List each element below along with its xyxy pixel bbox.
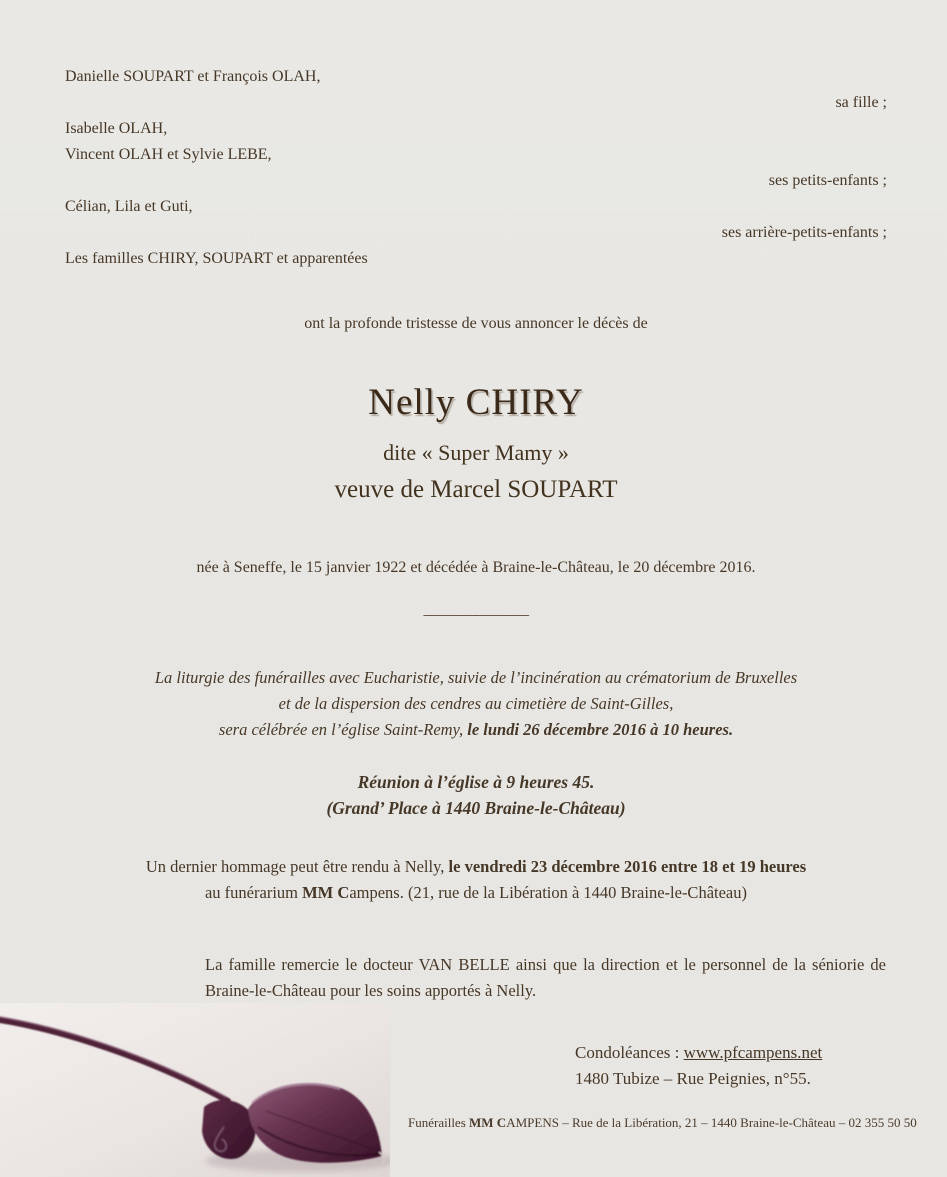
family-line: Isabelle OLAH, — [65, 120, 168, 137]
ceremony-line: La liturgie des funérailles avec Eucharistie, suivie de l’incinération au crématorium de Bruxelles — [154, 668, 798, 687]
ceremony-block — [65, 665, 887, 743]
condolences-link[interactable]: www.pfcampens.net — [683, 1043, 823, 1062]
family-block — [65, 64, 887, 272]
ceremony-date-bold: le lundi 26 décembre 2016 à 10 heures. — [467, 720, 734, 739]
condolences-label: Condoléances : — [575, 1043, 684, 1062]
footer-text: AMPENS – Rue de la Libération, 21 – 1440 Braine-le-Château – 02 355 50 50 — [506, 1115, 917, 1130]
tribute-line-text: Un dernier hommage peut être rendu à Nelly, — [145, 857, 449, 876]
family-line: Célian, Lila et Guti, — [65, 198, 193, 215]
tribute-date-bold: le vendredi 23 décembre 2016 entre 18 et 19 heures — [448, 857, 807, 876]
meeting-block — [65, 769, 887, 821]
divider-line: ______________ — [423, 601, 529, 618]
funeral-home-footer — [408, 1115, 917, 1131]
funeral-home-address: 1480 Tubize – Rue Peignies, n°55. — [575, 1068, 811, 1088]
calla-lily-photo — [0, 1003, 390, 1177]
footer-brand-bold: MM C — [469, 1115, 507, 1130]
relation-label: sa fille ; — [835, 94, 887, 111]
tribute-block — [65, 854, 887, 906]
deceased-nickname: dite « Super Mamy » — [383, 440, 569, 465]
meeting-place-line: (Grand’ Place à 1440 Braine-le-Château) — [326, 798, 626, 818]
birth-death-line: née à Seneffe, le 15 janvier 1922 et décédée à Braine-le-Château, le 20 décembre 2016. — [196, 559, 756, 576]
family-line: Danielle SOUPART et François OLAH, — [65, 68, 321, 85]
ceremony-line: et de la dispersion des cendres au cimetière de Saint-Gilles, — [278, 694, 674, 713]
footer-text: Funérailles — [408, 1115, 470, 1130]
tribute-line — [65, 854, 887, 880]
deceased-widow-line: veuve de Marcel SOUPART — [334, 476, 618, 503]
ceremony-line — [65, 717, 887, 743]
relation-label: ses petits-enfants ; — [768, 172, 887, 189]
deceased-name: Nelly CHIRY — [368, 382, 584, 423]
ceremony-line-text: sera célébrée en l’église Saint-Remy, — [218, 720, 468, 739]
funeral-home-name-bold: MM C — [302, 883, 350, 902]
tribute-line-text: au funérarium — [204, 883, 303, 902]
condolences-line — [575, 1040, 822, 1066]
meeting-time-line: Réunion à l’église à 9 heures 45. — [357, 772, 595, 792]
relation-label: ses arrière-petits-enfants ; — [721, 224, 887, 241]
family-line: Les familles CHIRY, SOUPART et apparentées — [65, 250, 368, 267]
condolences-block — [575, 1040, 822, 1091]
tribute-line-text: ampens. (21, rue de la Libération à 1440 Braine-le-Château) — [349, 883, 747, 902]
announcement-line: ont la profonde tristesse de vous annoncer le décès de — [304, 315, 648, 332]
family-line: Vincent OLAH et Sylvie LEBE, — [65, 146, 272, 163]
thanks-paragraph: La famille remercie le docteur VAN BELLE ainsi que la direction et le personnel de la séniorie de Braine-le-Château pour les soins apportés à Nelly. — [205, 955, 886, 1000]
calla-lily-illustration — [0, 1003, 390, 1177]
tribute-line — [65, 880, 887, 906]
